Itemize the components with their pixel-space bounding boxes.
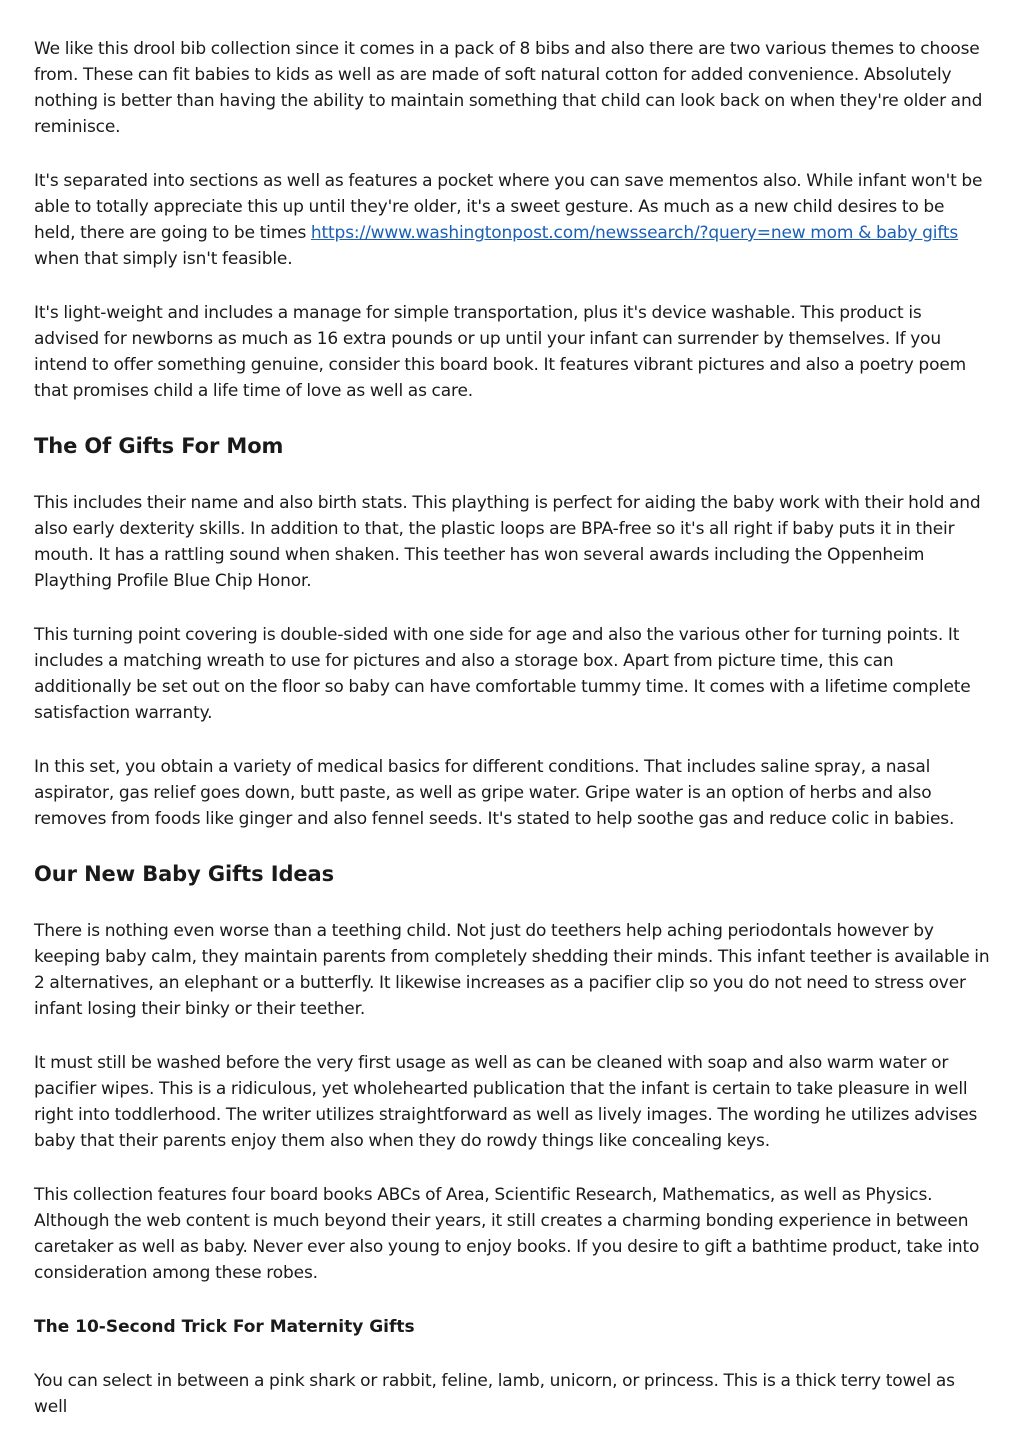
paragraph-towel: You can select in between a pink shark or rabbit, feline, lamb, unicorn, or princess. This is a thick terry towel as well bbox=[34, 1371, 955, 1417]
washingtonpost-link[interactable]: https://www.washingtonpost.com/newssearch/?query=new mom & baby gifts bbox=[310, 223, 959, 243]
paragraph-medical-basics: In this set, you obtain a variety of medical basics for different conditions. That includes saline spray, a nasal aspirator, gas relief goes down, butt paste, as well as gripe water. Gripe water is an option of herbs and also removes from foods like ginger and also fennel seeds. It's stated to help soothe gas and reduce colic in babies. bbox=[34, 757, 955, 829]
heading-gifts-for-mom: The Of Gifts For Mom bbox=[34, 434, 284, 458]
paragraph-mementos-text: It's separated into sections as well as features a pocket where you can save mementos also. While infant won't be able to totally appreciate this up until they're older, it's a sweet gesture. As much as a new child desires to be held, there are going to be times bbox=[34, 171, 983, 243]
paragraph-birth-stats: This includes their name and also birth stats. This plaything is perfect for aiding the baby work with their hold and also early dexterity skills. In addition to that, the plastic loops are BPA-free so it's all right if baby puts it in their mouth. It has a rattling sound when shaken. This teether has won several awards including the Oppenheim Plaything Profile Blue Chip Honor. bbox=[34, 493, 981, 591]
paragraph-mementos bbox=[34, 168, 990, 272]
paragraph-washing: It must still be washed before the very first usage as well as can be cleaned with soap and also warm water or pacifier wipes. This is a ridiculous, yet wholehearted publication that the infant is certain to take pleasure in well right into toddlerhood. The writer utilizes straightforward as well as lively images. The wording he utilizes advises baby that their parents enjoy them also when they do rowdy things like concealing keys. bbox=[34, 1053, 978, 1151]
paragraph-teething: There is nothing even worse than a teething child. Not just do teethers help aching periodontals however by keeping baby calm, they maintain parents from completely shedding their minds. This infant teether is available in 2 alternatives, an elephant or a butterfly. It likewise increases as a pacifier clip so you do not need to stress over infant losing their binky or their teether. bbox=[34, 921, 990, 1019]
heading-new-baby-gifts: Our New Baby Gifts Ideas bbox=[34, 862, 334, 886]
heading-maternity-gifts: The 10-Second Trick For Maternity Gifts bbox=[34, 1317, 415, 1337]
paragraph-board-books: This collection features four board books ABCs of Area, Scientific Research, Mathematics, as well as Physics. Although the web content is much beyond their years, it still creates a charming bonding experience in between caretaker as well as baby. Never ever also young to enjoy books. If you desire to gift a bathtime product, take into consideration among these robes. bbox=[34, 1185, 980, 1283]
paragraph-turning-point: This turning point covering is double-sided with one side for age and also the various other for turning points. It includes a matching wreath to use for pictures and also a storage box. Apart from picture time, this can additionally be set out on the floor so baby can have comfortable tummy time. It comes with a lifetime complete satisfaction warranty. bbox=[34, 625, 971, 723]
paragraph-mementos-tail: when that simply isn't feasible. bbox=[34, 249, 293, 269]
paragraph-light-weight: It's light-weight and includes a manage for simple transportation, plus it's device washable. This product is advised for newborns as much as 16 extra pounds or up until your infant can surrender by themselves. If you intend to offer something genuine, consider this board book. It features vibrant pictures and also a poetry poem that promises child a life time of love as well as care. bbox=[34, 303, 967, 401]
paragraph-drool-bib: We like this drool bib collection since it comes in a pack of 8 bibs and also there are two various themes to choose from. These can fit babies to kids as well as are made of soft natural cotton for added convenience. Absolutely nothing is better than having the ability to maintain something that child can look back on when they're older and reminisce. bbox=[34, 39, 983, 137]
